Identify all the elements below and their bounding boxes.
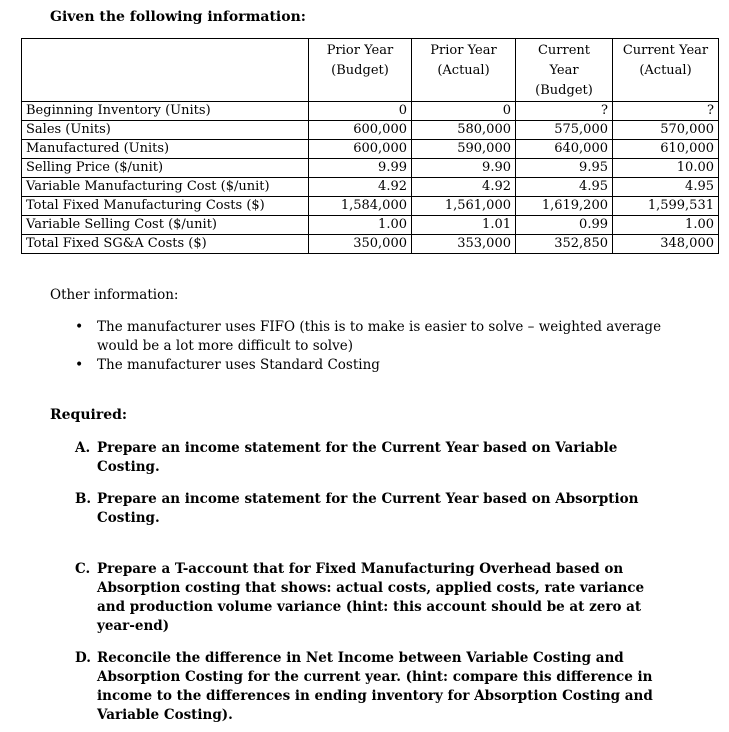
cell-value: 570,000 — [613, 121, 719, 140]
requirement-letter: C. — [75, 561, 91, 577]
header-prior-actual: Prior Year (Actual) — [412, 39, 516, 102]
row-label: Total Fixed SG&A Costs ($) — [22, 235, 309, 254]
other-info-heading: Other information: — [50, 287, 179, 303]
other-info-list — [75, 318, 675, 375]
cell-value: 0 — [309, 102, 412, 121]
row-label: Total Fixed Manufacturing Costs ($) — [22, 197, 309, 216]
table-row — [22, 159, 719, 178]
header-current-budget: Current Year (Budget) — [516, 39, 613, 102]
cell-value: 350,000 — [309, 235, 412, 254]
requirement-text: Reconcile the difference in Net Income between Variable Costing and Absorption Costing for the current year. (hint: compare this difference in income to the differences in ending inventory for Absorption Costing and Variable Costing). — [97, 650, 653, 723]
cell-value: 600,000 — [309, 140, 412, 159]
requirement-letter: D. — [75, 650, 91, 666]
table-row — [22, 235, 719, 254]
cell-value: 353,000 — [412, 235, 516, 254]
requirement-d — [75, 649, 675, 725]
table-row — [22, 216, 719, 235]
cell-value: 1,619,200 — [516, 197, 613, 216]
list-item: • The manufacturer uses Standard Costing — [75, 356, 675, 375]
requirement-letter: A. — [75, 440, 91, 456]
cell-value: 0.99 — [516, 216, 613, 235]
requirement-letter: B. — [75, 491, 92, 507]
cell-value: 348,000 — [613, 235, 719, 254]
cell-value: 4.95 — [516, 178, 613, 197]
cell-value: 1,561,000 — [412, 197, 516, 216]
cell-value: 590,000 — [412, 140, 516, 159]
cell-value: 352,850 — [516, 235, 613, 254]
header-current-actual: Current Year (Actual) — [613, 39, 719, 102]
table-row — [22, 121, 719, 140]
cell-value: ? — [613, 102, 719, 121]
table-row — [22, 178, 719, 197]
cell-value: 1,584,000 — [309, 197, 412, 216]
cell-value: 1.00 — [309, 216, 412, 235]
cost-data-table — [21, 38, 719, 254]
requirement-text: Prepare an income statement for the Current Year based on Absorption Costing. — [97, 491, 639, 526]
cell-value: 9.95 — [516, 159, 613, 178]
row-label: Sales (Units) — [22, 121, 309, 140]
cell-value: 0 — [412, 102, 516, 121]
table-row — [22, 197, 719, 216]
row-label: Variable Selling Cost ($/unit) — [22, 216, 309, 235]
required-heading: Required: — [50, 407, 128, 423]
cell-value: 4.95 — [613, 178, 719, 197]
cell-value: 580,000 — [412, 121, 516, 140]
row-label: Selling Price ($/unit) — [22, 159, 309, 178]
cell-value: 4.92 — [309, 178, 412, 197]
cell-value: 9.99 — [309, 159, 412, 178]
requirement-a — [75, 439, 675, 477]
cell-value: 600,000 — [309, 121, 412, 140]
requirement-b — [75, 490, 675, 528]
table-row — [22, 140, 719, 159]
cell-value: 10.00 — [613, 159, 719, 178]
header-blank-cell — [22, 39, 309, 102]
page-heading: Given the following information: — [50, 9, 306, 25]
cell-value: 575,000 — [516, 121, 613, 140]
cell-value: 4.92 — [412, 178, 516, 197]
cell-value: 1,599,531 — [613, 197, 719, 216]
cell-value: 610,000 — [613, 140, 719, 159]
requirement-text: Prepare a T-account that for Fixed Manufacturing Overhead based on Absorption costing that shows: actual costs, applied costs, rate variance and production volume variance (hint: this account should be at zero at year-end) — [97, 561, 645, 634]
cell-value: 1.01 — [412, 216, 516, 235]
list-item: • The manufacturer uses FIFO (this is to make is easier to solve – weighted average would be a lot more difficult to solve) — [75, 318, 675, 356]
table-header-row — [22, 39, 719, 102]
cell-value: 640,000 — [516, 140, 613, 159]
table-row — [22, 102, 719, 121]
header-prior-budget: Prior Year (Budget) — [309, 39, 412, 102]
row-label: Beginning Inventory (Units) — [22, 102, 309, 121]
cell-value: 1.00 — [613, 216, 719, 235]
requirement-text: Prepare an income statement for the Current Year based on Variable Costing. — [97, 440, 618, 475]
cell-value: 9.90 — [412, 159, 516, 178]
row-label: Manufactured (Units) — [22, 140, 309, 159]
row-label: Variable Manufacturing Cost ($/unit) — [22, 178, 309, 197]
requirement-c — [75, 560, 675, 636]
cell-value: ? — [516, 102, 613, 121]
